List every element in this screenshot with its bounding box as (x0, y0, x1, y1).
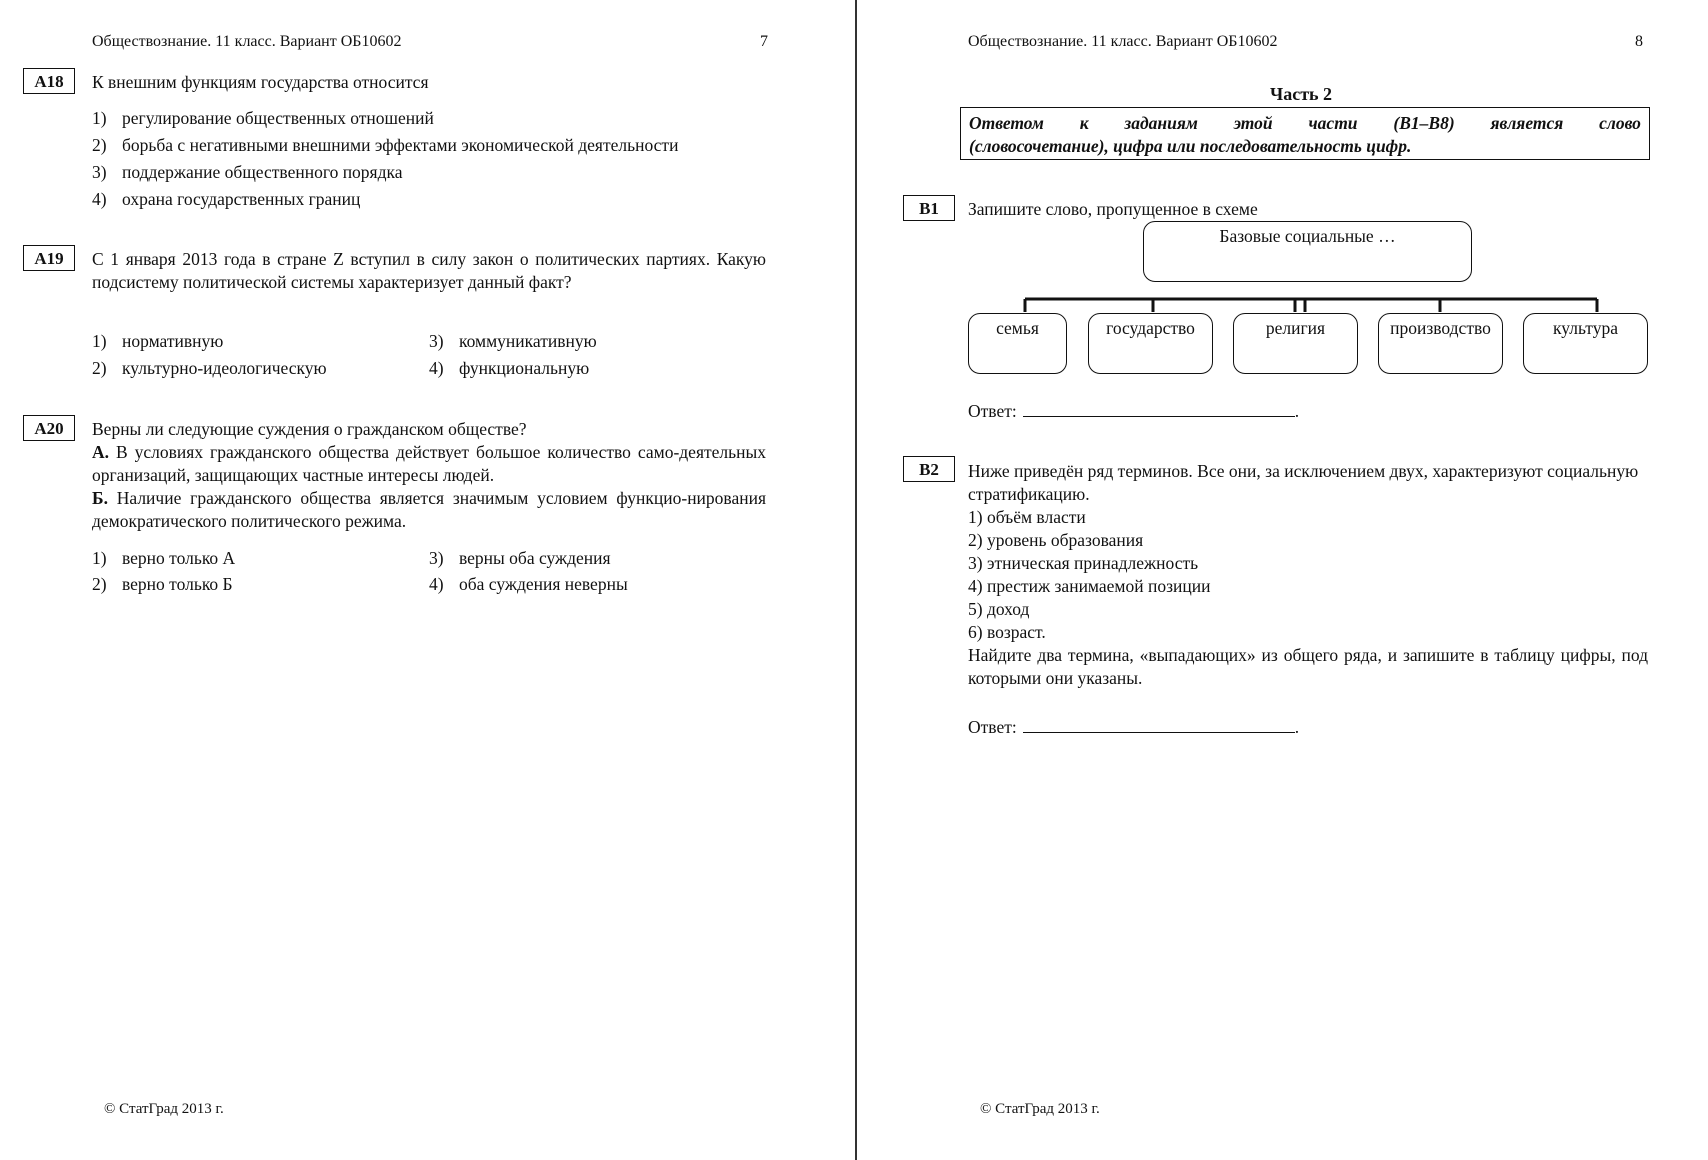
option-a18-4: 4) охрана государственных границ (92, 189, 361, 209)
page-number: 7 (760, 33, 768, 50)
statement-a: А. В условиях гражданского общества действует большое количество само-деятельных организаций, защищающих частные интересы людей. (92, 442, 767, 485)
statement-b: Б. Наличие гражданского общества является значимым условием функцио-нирования демократического политического режима. (92, 488, 767, 531)
option-a18-2: 2) борьба с негативными внешними эффектами экономической деятельности (92, 135, 679, 155)
question-text-b1: Запишите слово, пропущенное в схеме (968, 199, 1258, 219)
copyright: © СтатГрад 2013 г. (104, 1101, 224, 1117)
scheme-node-culture: культура (1523, 313, 1648, 374)
scheme-node-state: государство (1088, 313, 1213, 374)
page-header: Обществознание. 11 класс. Вариант ОБ10602 (92, 33, 402, 50)
term-item: 3) этническая принадлежность (968, 553, 1199, 573)
option-a20-3: 3) верны оба суждения (429, 548, 611, 568)
answer-line-b2[interactable] (1023, 716, 1295, 733)
option-a18-3: 3) поддержание общественного порядка (92, 162, 403, 182)
instruction-b2: Найдите два термина, «выпадающих» из общего ряда, и запишите в таблицу цифры, под которыми они указаны. (968, 645, 1648, 688)
scheme-node-family: семья (968, 313, 1067, 374)
answer-line-b1[interactable] (1023, 400, 1295, 417)
question-text-a18: К внешним функциям государства относится (92, 72, 429, 92)
question-text-a19: С 1 января 2013 года в стране Z вступил в силу закон о политических партиях. Какую подсистему политической системы характеризует данный факт? (92, 249, 766, 292)
right-page (858, 0, 1708, 1160)
instruction-line-1: Ответом к заданиям этой части (В1–В8) является слово (969, 113, 1641, 133)
instruction-box (960, 107, 1650, 160)
option-a20-4: 4) оба суждения неверны (429, 574, 628, 594)
question-label-a20: A20 (23, 415, 75, 441)
option-a20-1: 1) верно только А (92, 548, 236, 568)
answer-b1: Ответ: . (968, 401, 1300, 421)
page-number: 8 (1635, 33, 1643, 50)
option-a19-1: 1) нормативную (92, 331, 224, 351)
question-label-a18: A18 (23, 68, 75, 94)
part-title: Часть 2 (1270, 84, 1333, 104)
term-item: 4) престиж занимаемой позиции (968, 576, 1211, 596)
question-label-b1: B1 (903, 195, 955, 221)
question-label-a19: A19 (23, 245, 75, 271)
scheme-top-node: Базовые социальные … (1143, 221, 1472, 282)
term-item: 2) уровень образования (968, 530, 1144, 550)
term-item: 1) объём власти (968, 507, 1086, 527)
copyright: © СтатГрад 2013 г. (980, 1101, 1100, 1117)
scheme-node-production: производство (1378, 313, 1503, 374)
page-header: Обществознание. 11 класс. Вариант ОБ10602 (968, 33, 1278, 50)
option-a19-3: 3) коммуникативную (429, 331, 597, 351)
page-divider (855, 0, 857, 1160)
question-text-a20: Верны ли следующие суждения о гражданском обществе? (92, 419, 527, 439)
option-a20-2: 2) верно только Б (92, 574, 233, 594)
term-item: 6) возраст. (968, 622, 1046, 642)
scheme-node-religion: религия (1233, 313, 1358, 374)
terms-list (968, 506, 1210, 644)
question-label-b2: B2 (903, 456, 955, 482)
option-a19-2: 2) культурно-идеологическую (92, 358, 327, 378)
term-item: 5) доход (968, 599, 1030, 619)
option-a19-4: 4) функциональную (429, 358, 590, 378)
instruction-line-2: (словосочетание), цифра или последовательность цифр. (969, 136, 1412, 156)
option-a18-1: 1) регулирование общественных отношений (92, 108, 434, 128)
question-text-b2: Ниже приведён ряд терминов. Все они, за исключением двух, характеризуют социальную стратификацию. (968, 461, 1639, 504)
answer-b2: Ответ: . (968, 717, 1300, 737)
